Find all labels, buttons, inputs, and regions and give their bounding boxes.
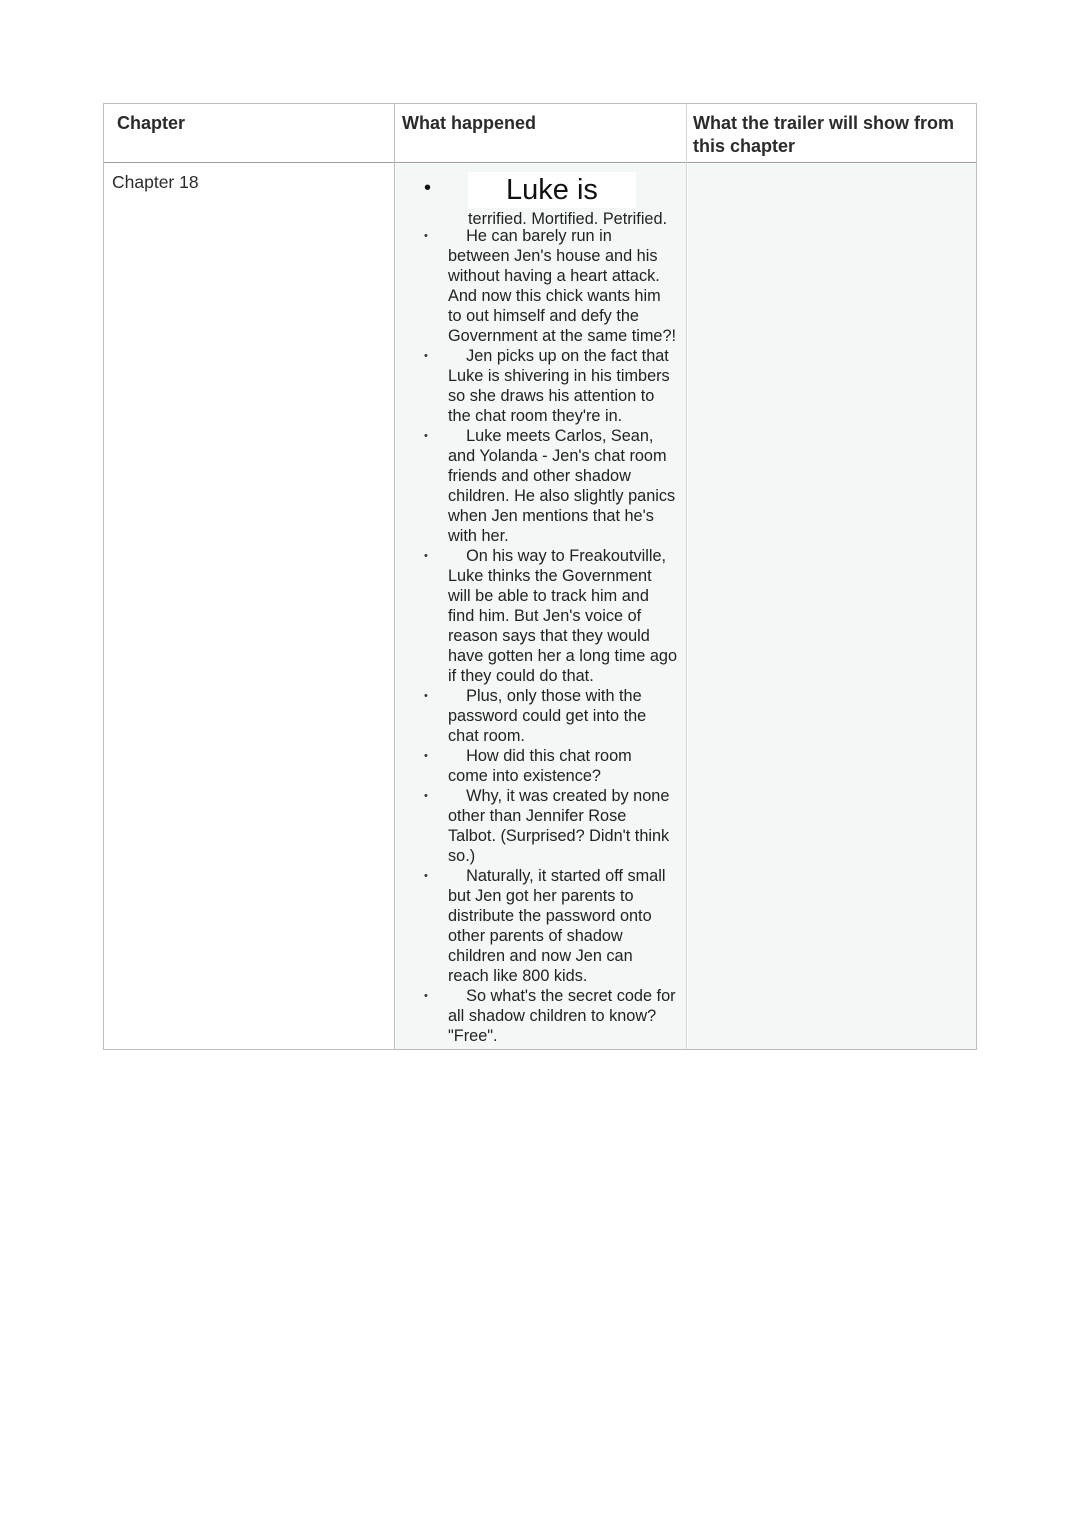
bullet-dot-icon: •	[424, 230, 428, 242]
header-trailer: What the trailer will show from this chapter	[693, 113, 955, 156]
list-item	[104, 686, 686, 746]
bullet-dot-icon: •	[424, 690, 428, 702]
list-item	[104, 226, 686, 346]
list-item	[104, 546, 686, 686]
list-item-text: He can barely run in between Jen's house and his without having a heart attack. And now this chick wants him to out himself and defy the Government at the same time?!	[448, 227, 677, 345]
list-item-text: Why, it was created by none other than Jennifer Rose Talbot. (Surprised? Didn't think so.)	[448, 787, 670, 865]
list-item	[104, 346, 686, 426]
list-item	[104, 986, 686, 1046]
lead-rest-text: terrified. Mortified. Petrified.	[468, 210, 668, 228]
table-header-row	[104, 104, 976, 163]
bullet-dot-icon: •	[424, 790, 428, 802]
story-table	[103, 103, 977, 1050]
list-item	[104, 426, 686, 546]
chapter-cell: Chapter 18	[112, 172, 199, 192]
list-item-text: How did this chat room come into existence?	[448, 747, 632, 785]
list-item-text: Jen picks up on the fact that Luke is shivering in his timbers so she draws his attention to the chat room they're in.	[448, 347, 670, 425]
list-item	[104, 786, 686, 866]
list-item-text: On his way to Freakoutville, Luke thinks the Government will be able to track him and find him. But Jen's voice of reason says that they would have gotten her a long time ago if they could do that.	[448, 547, 678, 685]
header-what-happened: What happened	[402, 113, 536, 133]
list-item	[104, 866, 686, 986]
bullet-dot-icon: •	[424, 430, 428, 442]
header-chapter: Chapter	[117, 113, 186, 133]
list-item	[104, 746, 686, 786]
what-happened-list	[104, 226, 686, 1046]
lead-large-text: Luke is	[468, 172, 636, 208]
bullet-dot-icon: •	[424, 350, 428, 362]
bullet-dot-icon: •	[424, 177, 432, 199]
bullet-dot-icon: •	[424, 990, 428, 1002]
bullet-dot-icon: •	[424, 870, 428, 882]
list-item-text: So what's the secret code for all shadow children to know? "Free".	[448, 987, 676, 1045]
list-item-text: Naturally, it started off small but Jen got her parents to distribute the password onto other parents of shadow children and now Jen can reach like 800 kids.	[448, 867, 666, 985]
list-item-text: Plus, only those with the password could get into the chat room.	[448, 687, 647, 745]
bullet-dot-icon: •	[424, 750, 428, 762]
trailer-cell	[688, 164, 976, 1049]
bullet-dot-icon: •	[424, 550, 428, 562]
list-item-text: Luke meets Carlos, Sean, and Yolanda - Jen's chat room friends and other shadow children. He also slightly panics when Jen mentions that he's with her.	[448, 427, 676, 545]
